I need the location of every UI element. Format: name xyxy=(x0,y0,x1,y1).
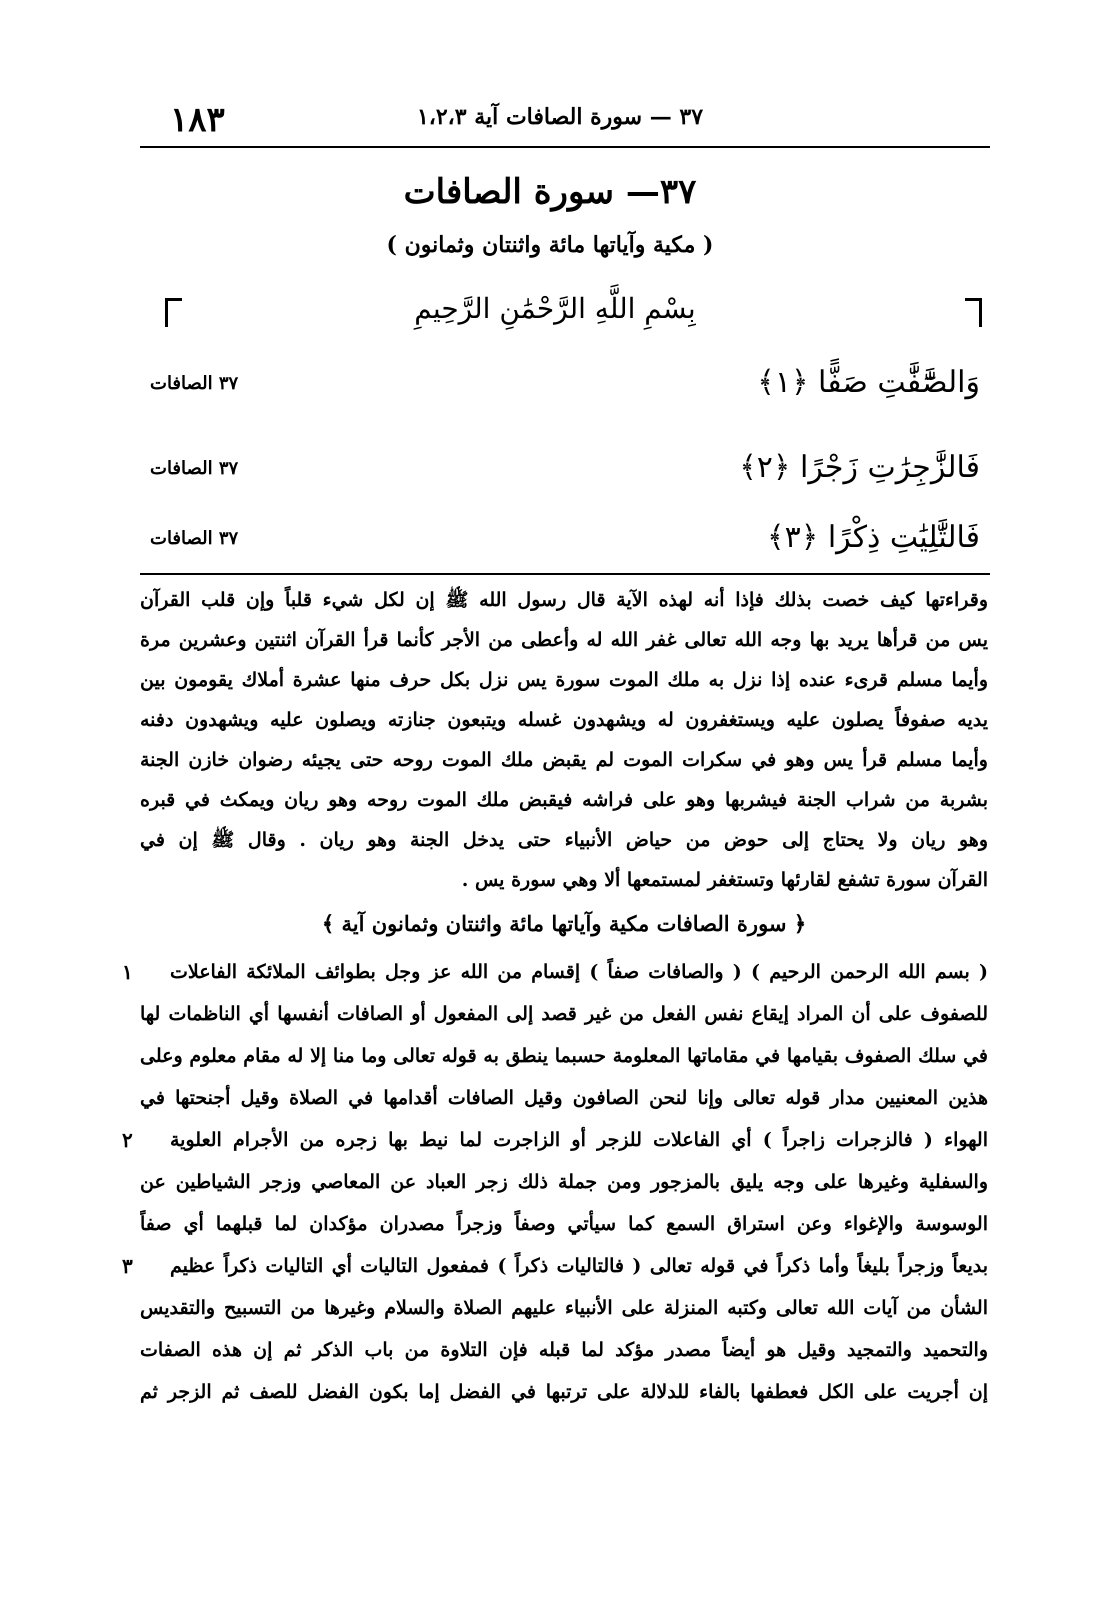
verse-row xyxy=(150,520,980,570)
verse-reference: ٣٧ الصافات xyxy=(150,528,239,549)
verse-margin-number: ٢ xyxy=(122,1128,133,1152)
section-divider xyxy=(140,573,990,575)
page-number: ١٨٣ xyxy=(170,100,225,140)
header-rule xyxy=(140,146,990,148)
verse-row xyxy=(150,365,980,415)
running-title: ٣٧ — سورة الصافات آية ١،٢،٣ xyxy=(416,104,704,130)
commentary-line: للصفوف على أن المراد إيقاع نفس الفعل من غير قصد إلى المفعول أو الصافات أنفسها أي الناظمات لها xyxy=(140,1003,988,1025)
commentary-line: الهواء ( فالزجرات زاجراً ) أي الفاعلات للزجر أو الزاجرت لما نيط بها زجره من الأجرام العلوية xyxy=(170,1129,988,1151)
verse-reference: ٣٧ الصافات xyxy=(150,373,239,394)
basmala: بِسْمِ اللَّهِ الرَّحْمَٰنِ الرَّحِيمِ xyxy=(414,292,696,325)
surah-subtitle: ( مكية وآياتها مائة واثنتان وثمانون ) xyxy=(386,232,714,258)
commentary-line: القرآن سورة تشفع لقارئها وتستغفر لمستمعها ألا وهي سورة يس . xyxy=(461,869,988,891)
commentary-line: في سلك الصفوف بقيامها في مقاماتها المعلومة حسبما ينطق به قوله تعالى وما منا إلا له مقام معلوم وعلى xyxy=(140,1045,988,1067)
verse-text: فَالزَّٰجِرَٰتِ زَجْرًا ﴿٢﴾ xyxy=(739,450,980,485)
commentary-line: يس من قرأها يريد بها وجه الله تعالى غفر الله له وأعطى من الأجر كأنما قرأ القرآن اثنتين وعشرين مرة xyxy=(140,629,988,651)
verse-row xyxy=(150,450,980,500)
commentary-line: والتحميد والتمجيد وقيل هو أيضاً مصدر مؤكد لما قبله فإن التلاوة من باب الذكر ثم إن هذه الصفات xyxy=(140,1339,988,1361)
commentary-line: والسفلية وغيرها على وجه يليق بالمزجور ومن جملة ذلك زجر العباد عن المعاصي وزجر الشياطين عن xyxy=(140,1171,988,1193)
commentary-line: هذين المعنيين مدار قوله تعالى وإنا لنحن الصافون وقيل الصافات أقدامها في الصلاة وقيل أجنحتها في xyxy=(140,1087,988,1109)
commentary-line: يديه صفوفاً يصلون عليه ويستغفرون له ويشهدون غسله ويتبعون جنازته ويصلون عليه ويشهدون دفنه xyxy=(140,709,988,731)
commentary-line: ( بسم الله الرحمن الرحيم ) ( والصافات صفاً ) إقسام من الله عز وجل بطوائف الملائكة الفاعلات xyxy=(170,961,988,983)
verse-text: وَالصَّٰٓفَّٰتِ صَفًّا ﴿١﴾ xyxy=(757,365,980,400)
surah-title: ٣٧— سورة الصافات xyxy=(403,172,697,212)
commentary-line: بديعاً وزجراً بليغاً وأما ذكراً في قوله تعالى ( فالتاليات ذكراً ) فمفعول التاليات أي التاليات ذكراً عظيم xyxy=(170,1255,988,1277)
commentary-line: الشأن من آيات الله تعالى وكتبه المنزلة على الأنبياء عليهم الصلاة والسلام وغيرها من التسبيح والتقديس xyxy=(140,1297,988,1319)
verse-margin-number: ١ xyxy=(122,960,133,984)
bracket-left xyxy=(165,298,182,327)
bracket-right xyxy=(965,298,982,327)
commentary-line: وقراءتها كيف خصت بذلك فإذا أنه لهذه الآية قال رسول الله ﷺ إن لكل شيء قلباً وإن قلب القرآن xyxy=(140,589,988,611)
verse-text: فَالتَّٰلِيَٰتِ ذِكْرًا ﴿٣﴾ xyxy=(767,520,980,555)
section-heading: ﴿ سورة الصافات مكية وآياتها مائة واثنتان وثمانون آية ﴾ xyxy=(321,911,807,936)
commentary-line: وأيما مسلم قرأ يس وهو في سكرات الموت لم يقبض ملك الموت روحه حتى يجيئه رضوان خازن الجنة xyxy=(140,749,988,771)
commentary-line: بشربة من شراب الجنة فيشربها وهو على فراشه فيقبض ملك الموت روحه وهو ريان ويمكث في قبره xyxy=(140,789,988,811)
commentary-line: الوسوسة والإغواء وعن استراق السمع كما سيأتي وصفاً وزجراً مصدران مؤكدان لما قبلهما أي صفاً xyxy=(140,1213,988,1235)
commentary-line: إن أجريت على الكل فعطفها بالفاء للدلالة على ترتبها في الفضل إما بكون الفضل للصف ثم الزجر ثم xyxy=(140,1381,988,1403)
commentary-line: وأيما مسلم قرىء عنده إذا نزل به ملك الموت سورة يس نزل بكل حرف منها عشرة أملاك يقومون بين xyxy=(140,669,988,691)
verse-reference: ٣٧ الصافات xyxy=(150,458,239,479)
commentary-line: وهو ريان ولا يحتاج إلى حوض من حياض الأنبياء حتى يدخل الجنة وهو ريان . وقال ﷺ إن في xyxy=(140,829,988,851)
verse-margin-number: ٣ xyxy=(122,1254,133,1278)
